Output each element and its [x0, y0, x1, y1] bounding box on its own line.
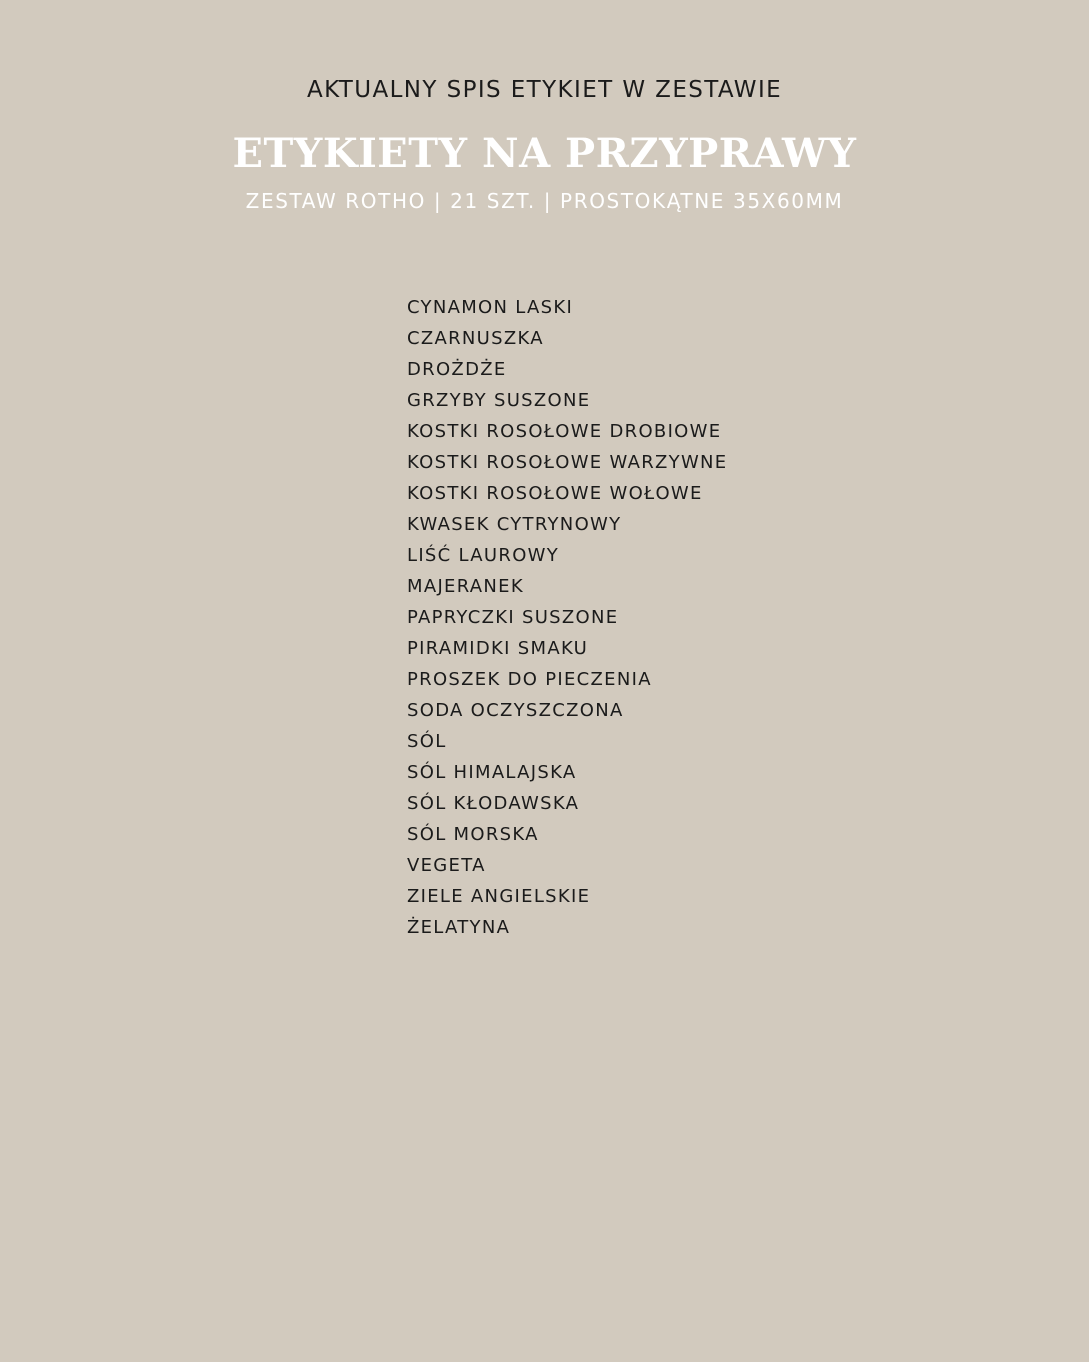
label-item: PAPRYCZKI SUSZONE — [407, 607, 619, 628]
label-item: SÓL MORSKA — [407, 824, 539, 845]
label-item: CZARNUSZKA — [407, 328, 544, 349]
page-title: ETYKIETY NA PRZYPRAWY — [232, 130, 857, 177]
label-item: DROŻDŻE — [407, 359, 507, 380]
label-item: MAJERANEK — [407, 576, 524, 597]
label-item: LIŚĆ LAUROWY — [407, 545, 560, 566]
label-item: SÓL KŁODAWSKA — [407, 793, 580, 814]
label-item: PIRAMIDKI SMAKU — [407, 638, 589, 659]
label-list — [407, 292, 727, 943]
label-item: CYNAMON LASKI — [407, 297, 574, 318]
page-kicker: AKTUALNY SPIS ETYKIET W ZESTAWIE — [306, 77, 783, 103]
label-item: SÓL HIMALAJSKA — [407, 762, 577, 783]
label-item: KWASEK CYTRYNOWY — [407, 514, 622, 535]
label-item: SÓL — [407, 731, 447, 752]
label-item: KOSTKI ROSOŁOWE WOŁOWE — [407, 483, 703, 504]
label-item: VEGETA — [407, 855, 486, 876]
label-item: ŻELATYNA — [407, 917, 511, 938]
label-item: SODA OCZYSZCZONA — [407, 700, 624, 721]
label-item: ZIELE ANGIELSKIE — [407, 886, 591, 907]
page-subtitle: ZESTAW ROTHO | 21 SZT. | PROSTOKĄTNE 35X60MM — [245, 189, 844, 213]
label-item: KOSTKI ROSOŁOWE WARZYWNE — [407, 452, 728, 473]
label-item: GRZYBY SUSZONE — [407, 390, 591, 411]
label-item: PROSZEK DO PIECZENIA — [407, 669, 652, 690]
label-item: KOSTKI ROSOŁOWE DROBIOWE — [407, 421, 722, 442]
